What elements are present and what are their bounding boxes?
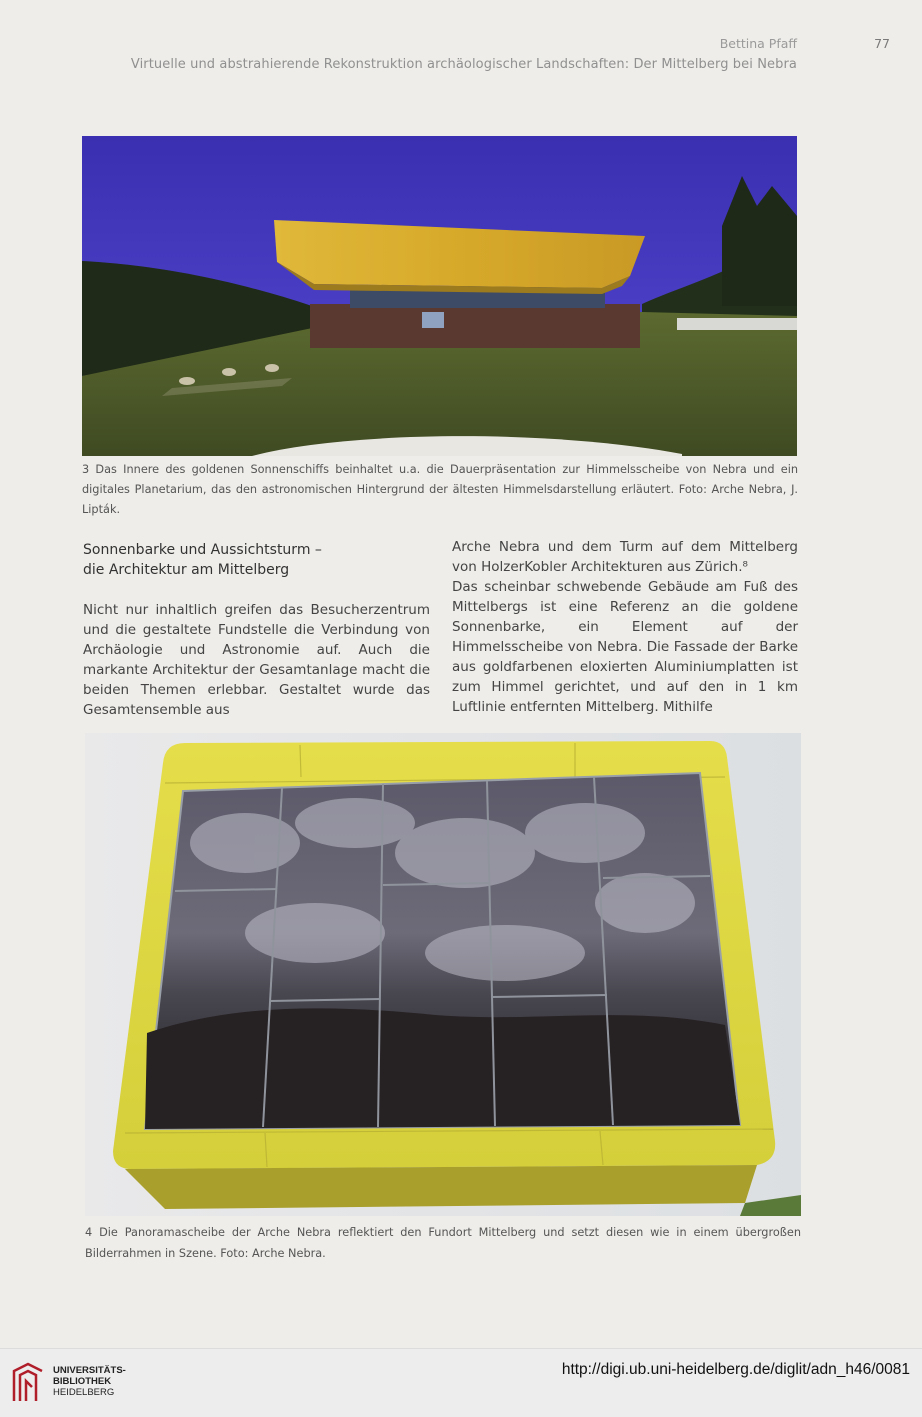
body-paragraph: Arche Nebra und dem Turm auf dem Mittelberg von HolzerKobler Architekturen aus Zürich.⁸ — [452, 539, 798, 575]
running-header-title: Virtuelle und abstrahierende Rekonstruktion archäologischer Landschaften: Der Mittelberg bei Nebra — [130, 57, 797, 72]
running-header-author: Bettina Pfaff — [719, 36, 797, 51]
section-heading-line-2: die Architektur am Mittelberg — [83, 562, 290, 578]
body-paragraph: Nicht nur inhaltlich greifen das Besucherzentrum und die gestaltete Fundstelle die Verbindung von Archäologie und Astronomie auf. Auch die markante Architektur der Gesamtanlage macht die beiden Themen erlebbar. Gestaltet wurde das Gesamtensemble aus — [83, 602, 430, 718]
logo-line-3: HEIDELBERG — [53, 1387, 115, 1398]
page-number: 77 — [874, 36, 890, 51]
body-paragraph: Das scheinbar schwebende Gebäude am Fuß des Mittelbergs ist eine Referenz an die goldene Sonnenbarke, ein Element auf der Himmelsscheibe von Nebra. Die Fassade der Barke aus goldfarbenen eloxierten Aluminiumplatten ist zum Himmel gerichtet, und auf den in 1 km Luftlinie entfernten Mittelberg. Mithilfe — [452, 579, 798, 715]
body-column-left — [83, 600, 430, 720]
logo-line-1: UNIVERSITÄTS- — [53, 1365, 126, 1376]
figure-4-photo — [85, 733, 801, 1216]
figure-4-caption: 4 Die Panoramascheibe der Arche Nebra reflektiert den Fundort Mittelberg und setzt diesen wie in einem übergroßen Bilderrahmen in Szene. Foto: Arche Nebra. — [85, 1226, 801, 1260]
section-heading-line-1: Sonnenbarke und Aussichtsturm – — [83, 542, 322, 558]
library-logo-text — [53, 1365, 126, 1398]
figure-3-caption: 3 Das Innere des goldenen Sonnenschiffs beinhaltet u.a. die Dauerpräsentation zur Himmelsscheibe von Nebra und ein digitales Planetarium, das den astronomischen Hintergrund der ältesten Himmelsdarstellung erläutert. Foto: Arche Nebra, J. Lipták. — [82, 463, 798, 516]
logo-line-2: BIBLIOTHEK — [53, 1376, 112, 1387]
body-column-right — [452, 537, 798, 717]
figure-3-photo — [82, 136, 797, 456]
university-library-logo[interactable] — [10, 1361, 46, 1409]
library-logo-icon — [10, 1361, 46, 1405]
digital-library-url[interactable]: http://digi.ub.uni-heidelberg.de/diglit/adn_h46/0081 — [561, 1361, 910, 1378]
section-heading — [83, 540, 428, 580]
footer-bar — [0, 1348, 922, 1417]
